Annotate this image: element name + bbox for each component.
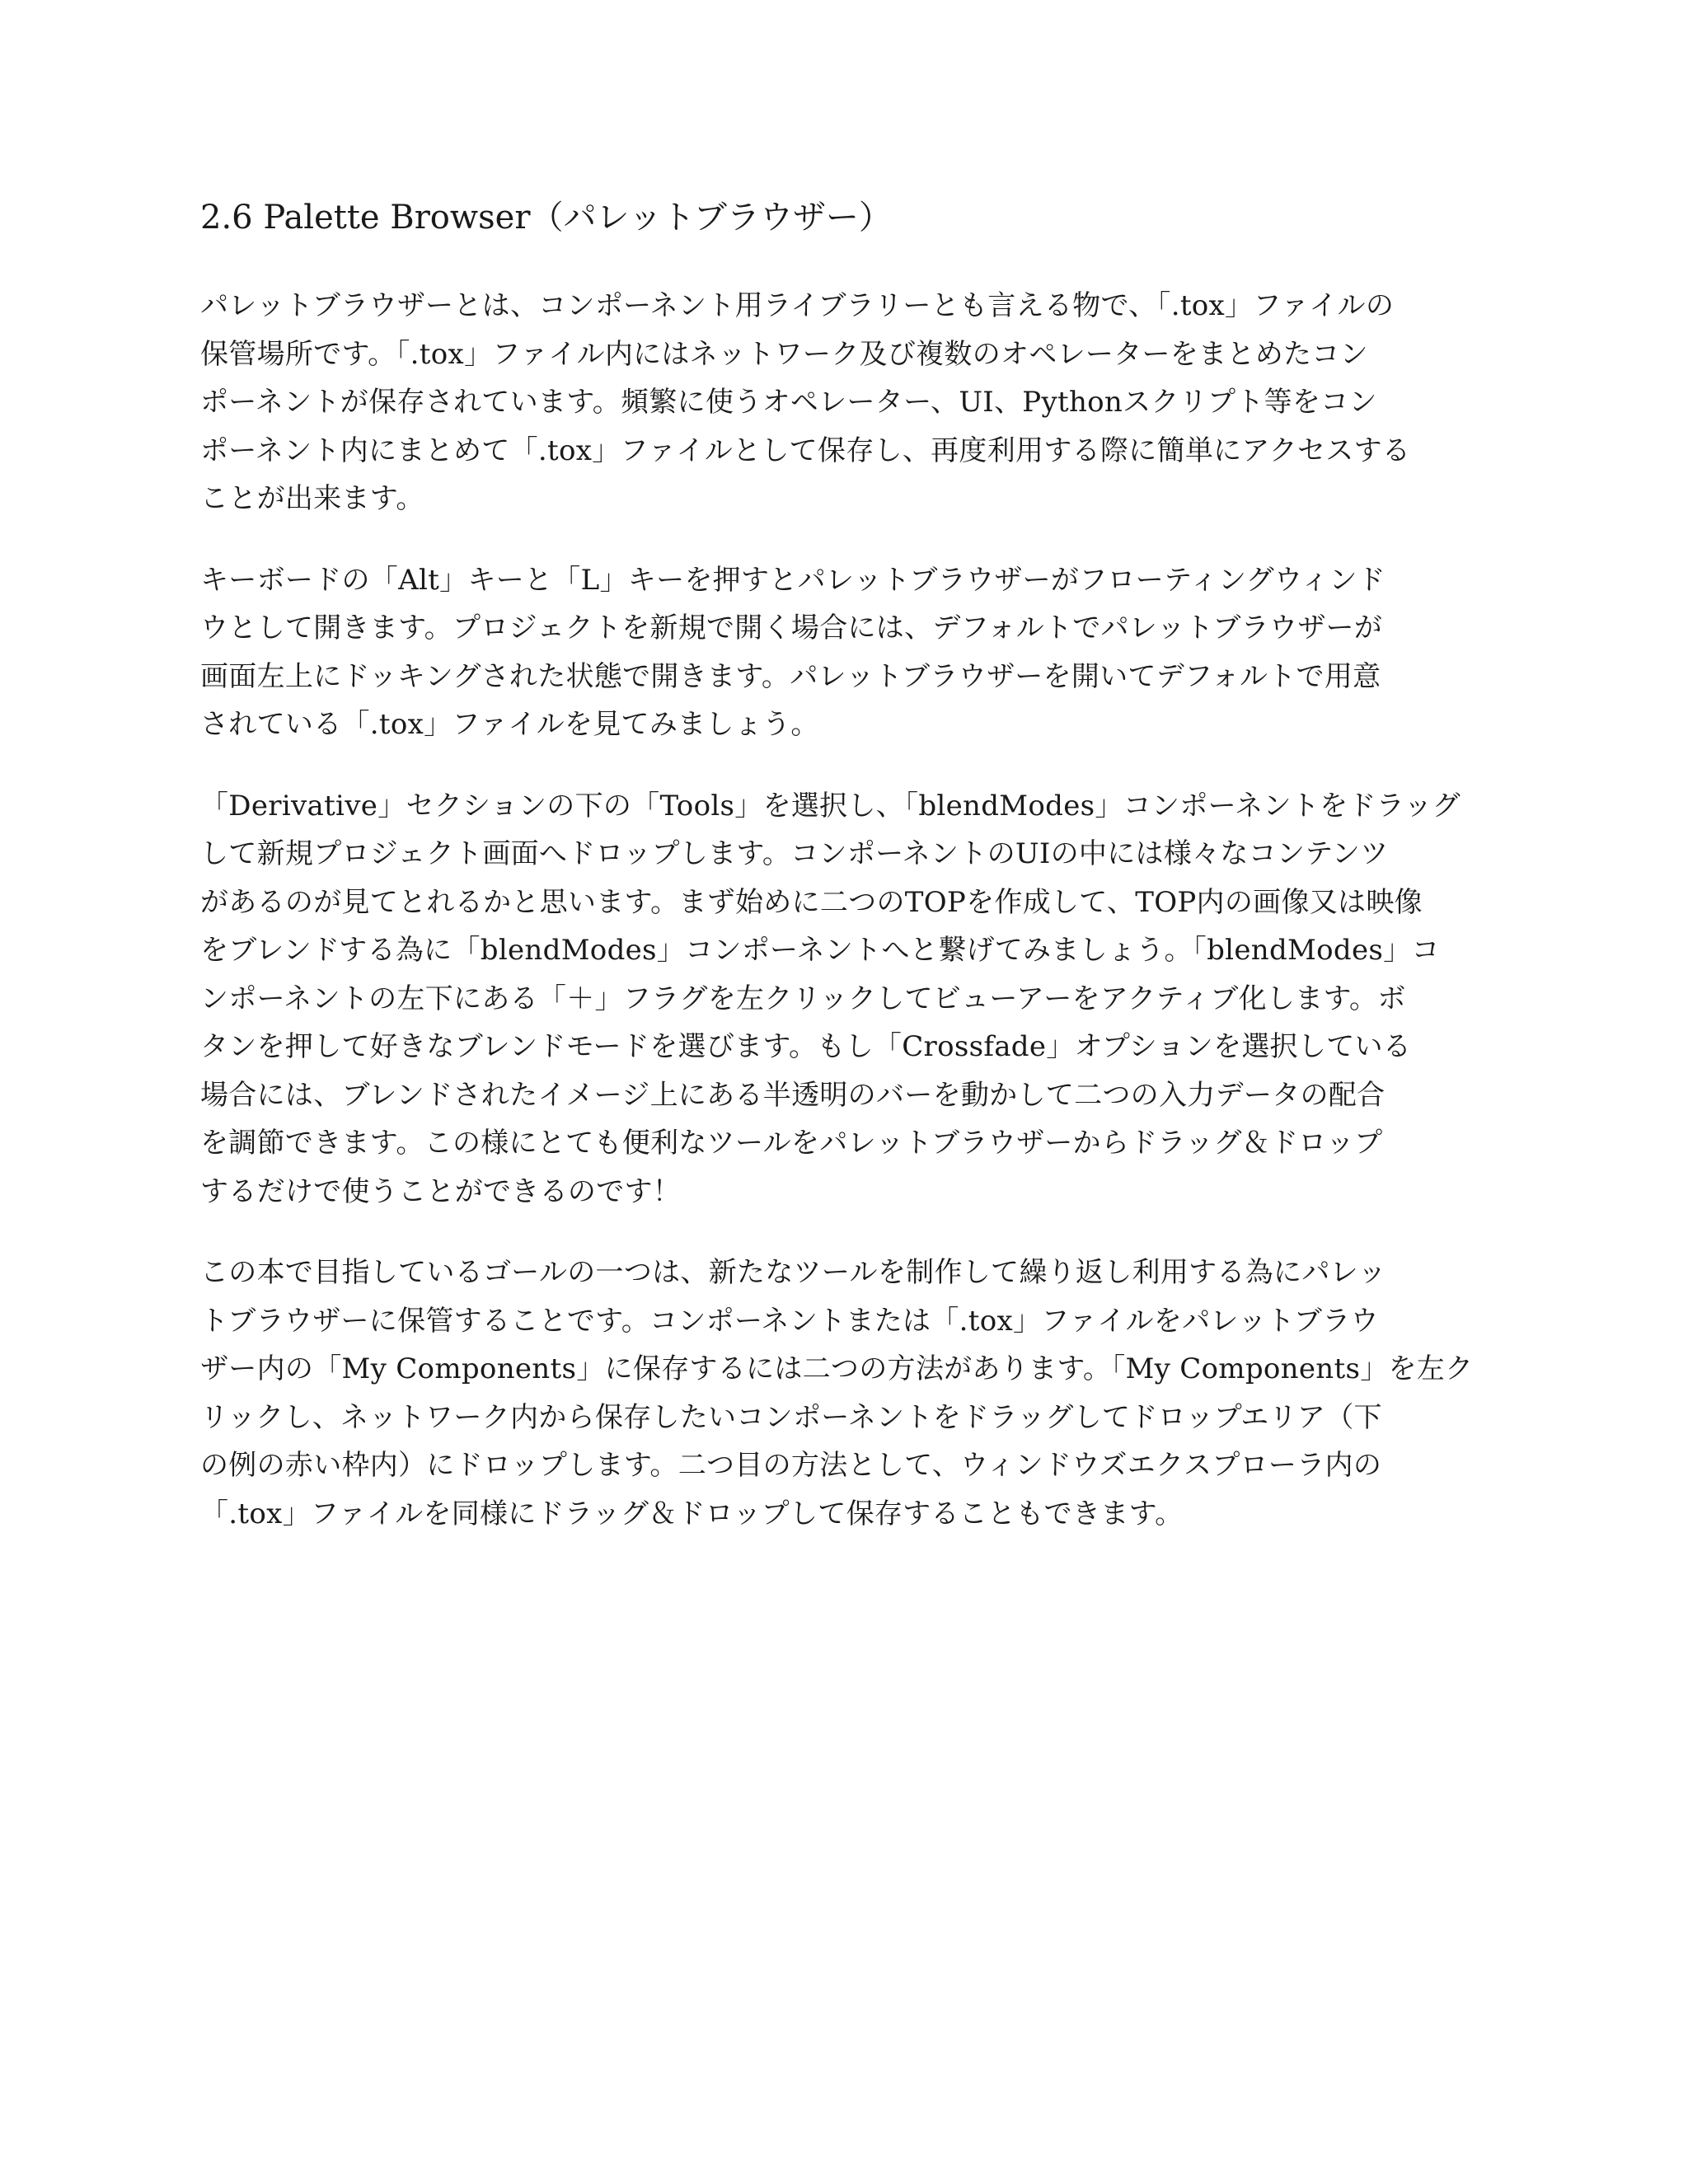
text-line: ザー内の「My Components」に保存するには二つの方法があります。「My Components」を左ク: [200, 1352, 1474, 1385]
text-line: キーボードの「Alt」キーと「L」キーを押すとパレットブラウザーがフローティングウィンド: [200, 563, 1386, 597]
text-line: ンポーネントの左下にある「＋」フラグを左クリックしてビューアーをアクティブ化します。ボ: [200, 982, 1406, 1015]
section-title: 2.6 Palette Browser（パレットブラウザー）: [200, 199, 892, 237]
paragraph-my-components: [200, 1249, 1486, 1538]
text-line: ことが出来ます。: [200, 482, 424, 515]
text-line: するだけで使うことができるのです！: [200, 1174, 682, 1208]
text-line: をブレンドする為に「blendModes」コンポーネントへと繋げてみましょう。「blendModes」コ: [200, 934, 1440, 967]
text-line: 保管場所です。「.tox」ファイル内にはネットワーク及び複数のオペレーターをまとめたコン: [200, 337, 1368, 371]
text-line: 「Derivative」セクションの下の「Tools」を選択し、「blendModes」コンポーネントをドラッグ: [200, 789, 1461, 823]
paragraph-blendmodes: [200, 782, 1486, 1216]
text-line: ポーネント内にまとめて「.tox」ファイルとして保存し、再度利用する際に簡単にアクセスする: [200, 434, 1411, 467]
text-line: 画面左上にドッキングされた状態で開きます。パレットブラウザーを開いてデフォルトで用意: [200, 659, 1381, 693]
document-page: [200, 194, 1486, 1571]
text-line: されている「.tox」ファイルを見てみましょう。: [200, 708, 819, 741]
paragraph-intro: [200, 282, 1486, 523]
text-line: ウとして開きます。プロジェクトを新規で開く場合には、デフォルトでパレットブラウザーが: [200, 612, 1383, 644]
text-line: リックし、ネットワーク内から保存したいコンポーネントをドラッグしてドロップエリア（下: [200, 1400, 1382, 1434]
text-line: を調節できます。この様にとても便利なツールをパレットブラウザーからドラッグ＆ドロップ: [200, 1127, 1383, 1160]
text-line: 場合には、ブレンドされたイメージ上にある半透明のバーを動かして二つの入力データの配合: [200, 1078, 1386, 1112]
text-line: があるのが見てとれるかと思います。まず始めに二つのTOPを作成して、TOP内の画像又は映像: [200, 885, 1423, 919]
text-line: パレットブラウザーとは、コンポーネント用ライブラリーとも言える物で、「.tox」ファイルの: [200, 289, 1395, 322]
text-line: ポーネントが保存されています。頻繁に使うオペレーター、UI、Pythonスクリプト等をコン: [200, 386, 1377, 419]
text-line: して新規プロジェクト画面へドロップします。コンポーネントのUIの中には様々なコンテンツ: [200, 837, 1389, 870]
text-line: の例の赤い枠内）にドロップします。二つ目の方法として、ウィンドウズエクスプローラ内の: [200, 1449, 1382, 1482]
paragraph-shortcut: [200, 556, 1486, 749]
text-line: 「.tox」ファイルを同様にドラッグ＆ドロップして保存することもできます。: [200, 1497, 1184, 1530]
text-line: この本で目指しているゴールの一つは、新たなツールを制作して繰り返し利用する為にパレッ: [200, 1256, 1386, 1289]
text-line: タンを押して好きなブレンドモードを選びます。もし「Crossfade」オプションを選択している: [200, 1030, 1412, 1063]
text-line: トブラウザーに保管することです。コンポーネントまたは「.tox」ファイルをパレットブラウ: [200, 1304, 1379, 1338]
